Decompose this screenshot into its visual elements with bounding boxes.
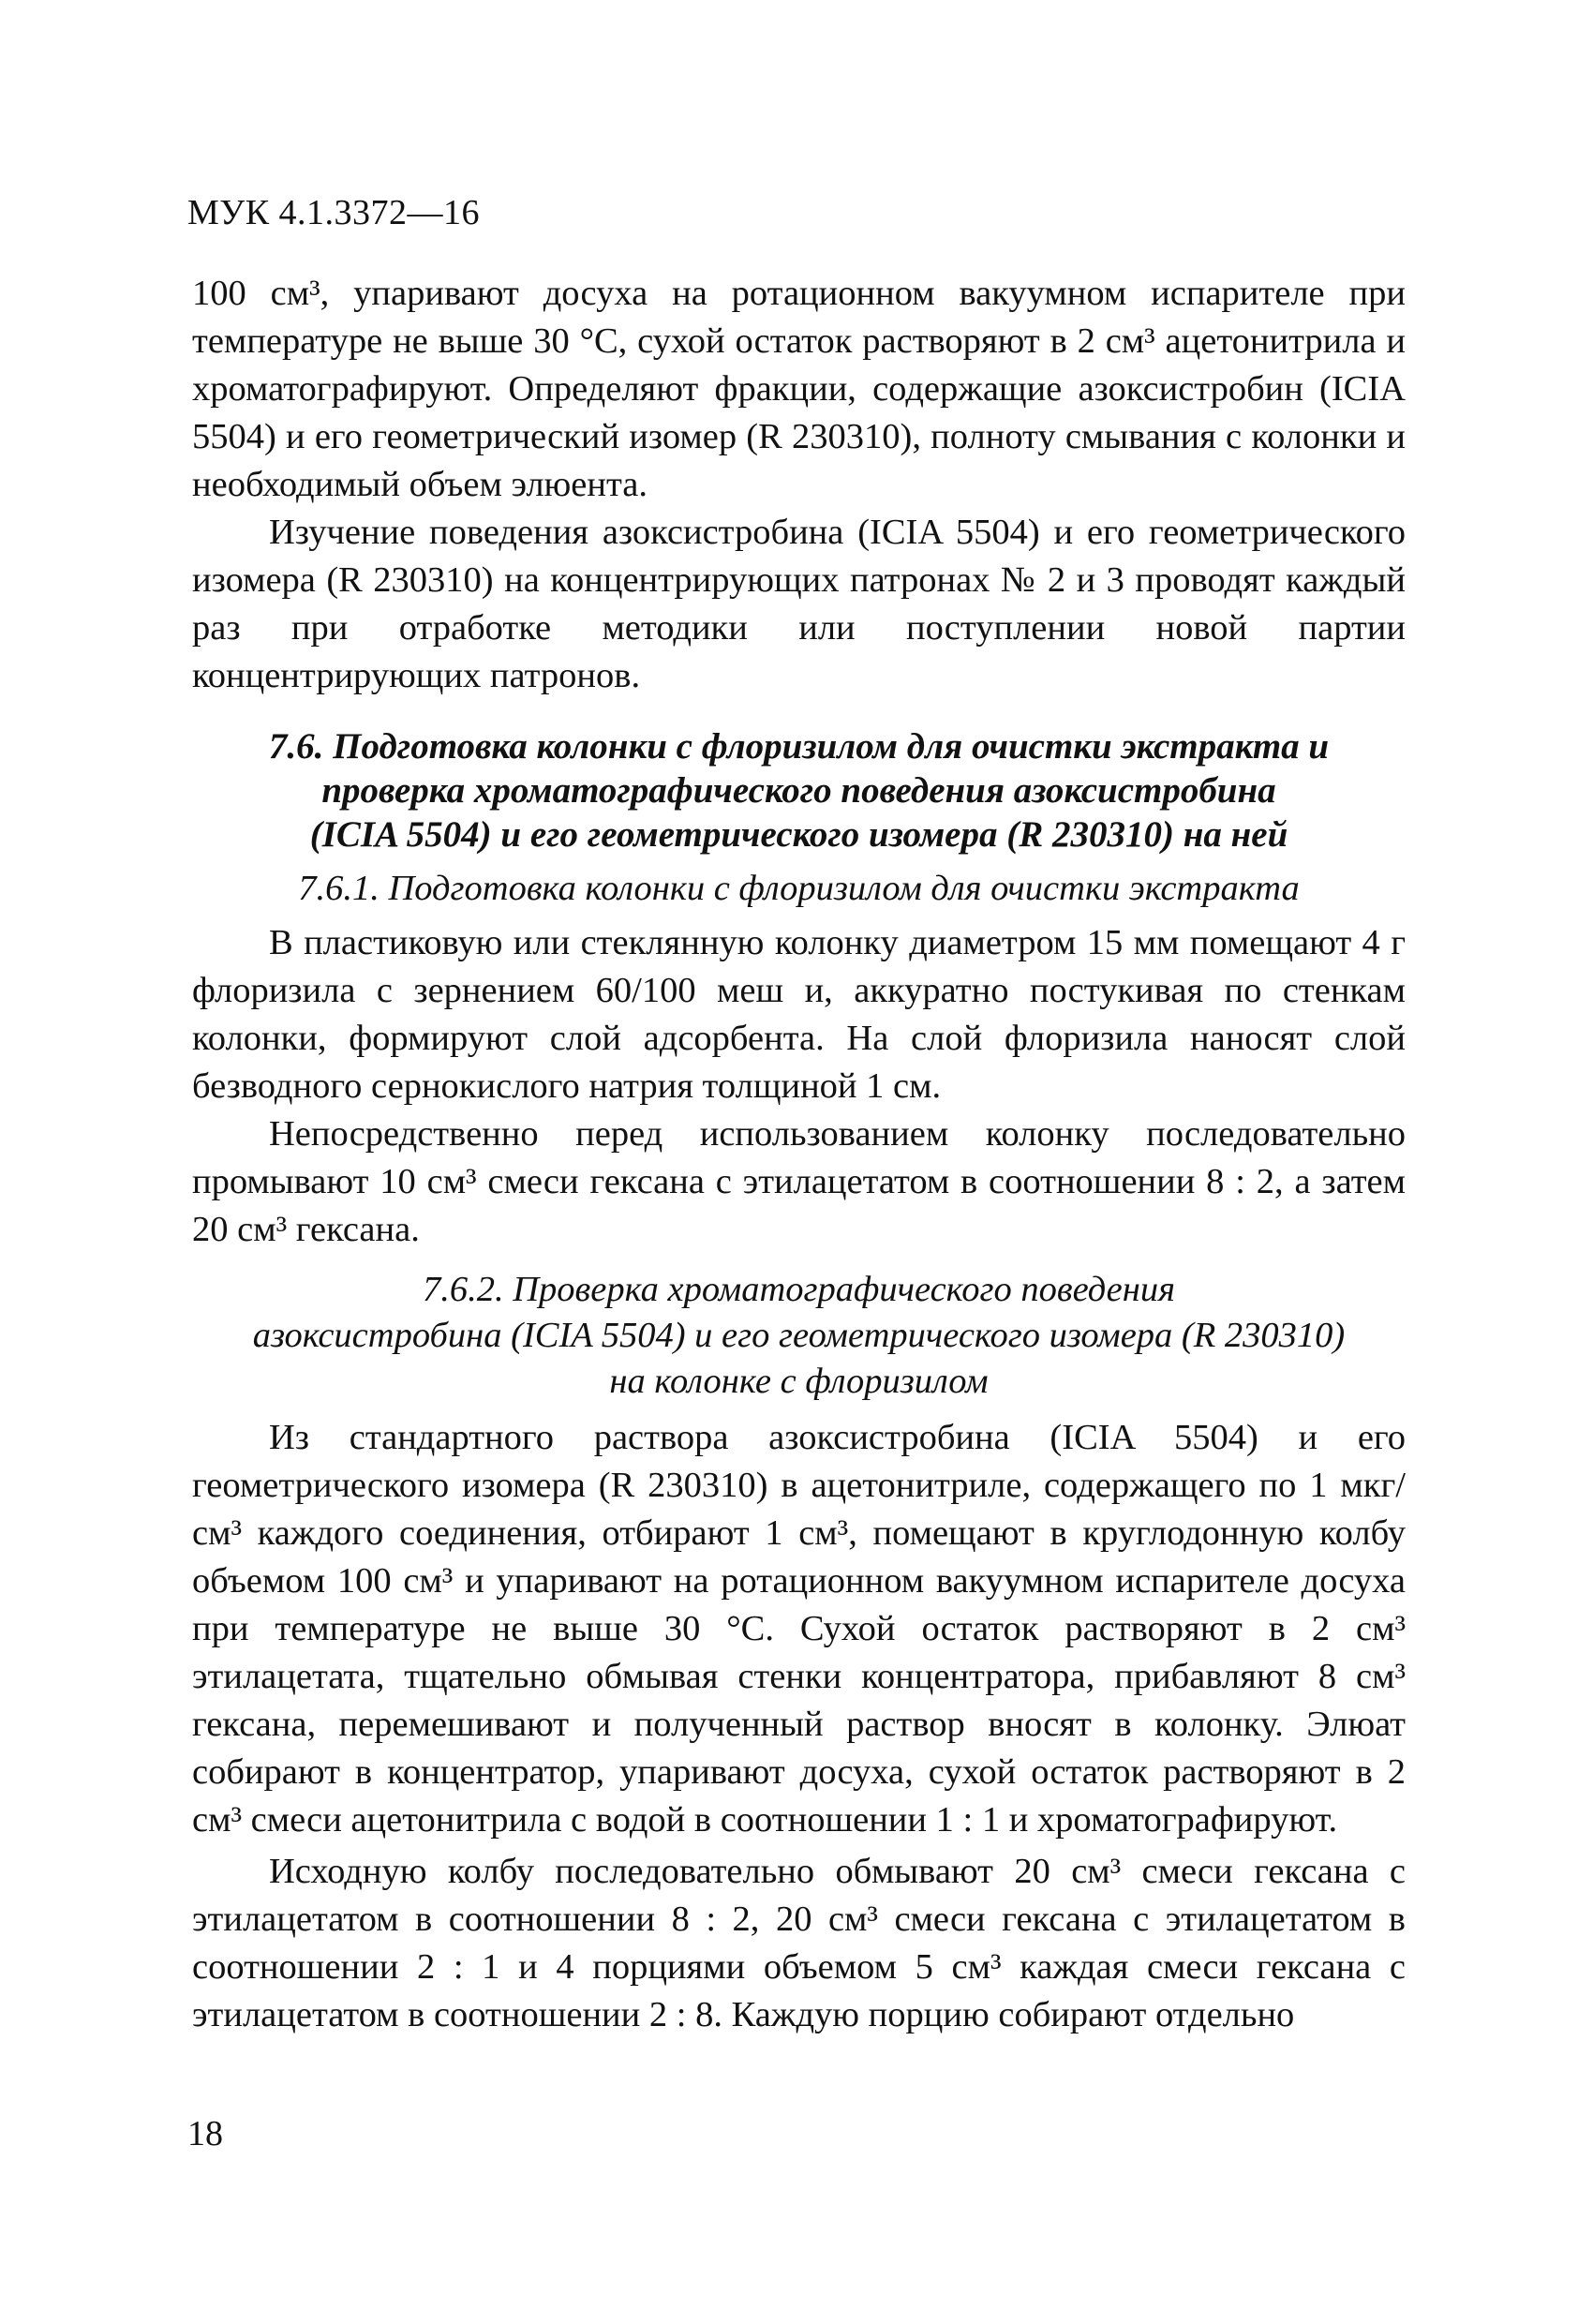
subsection-heading-line: азоксистробина (ICIA 5504) и его геометрического изомера (R 230310) <box>252 1316 1346 1355</box>
paragraph: Из стандартного раствора азоксистробина (ICIA 5504) и его геометрического изомера (R 230310) в ацетонитриле, содержащего по 1 мкг/см³ каждого соединения, отбирают 1 см³, помещают в круглодонную колбу объемом 100 см³ и упаривают на ротационном вакуумном испарителе досуха при температуре не выше 30 °С. Сухой остаток растворяют в 2 см³ этилацетата, тщательно обмывая стенки концентратора, прибавляют 8 см³ гексана, перемешивают и полученный раствор вносят в колонку. Элюат собирают в концентратор, упаривают досуха, сухой остаток растворяют в 2 см³ смеси ацетонитрила с водой в соотношении 1 : 1 и хроматографируют. <box>192 1418 1406 1840</box>
paragraph: Непосредственно перед использованием колонку последовательно промывают 10 см³ смеси гексана с этилацетатом в соотношении 8 : 2, а затем 20 см³ гексана. <box>192 1114 1406 1249</box>
paragraph: Исходную колбу последовательно обмывают 20 см³ смеси гексана с этилацетатом в соотношении 8 : 2, 20 см³ смеси гексана с этилацетатом в соотношении 2 : 1 и 4 порциями объемом 5 см³ каждая смеси гексана с этилацетатом в соотношении 2 : 8. Каждую порцию собирают отдельно <box>192 1852 1406 2034</box>
subsection-heading-7-6-1 <box>192 866 1406 912</box>
section-heading-7-6 <box>192 724 1406 857</box>
subsection-heading-line: 7.6.2. Проверка хроматографического поведения <box>423 1270 1175 1309</box>
subsection-heading-7-6-2 <box>192 1267 1406 1405</box>
section-heading-line: (ICIA 5504) и его геометрического изомера (R 230310) на ней <box>309 814 1288 855</box>
paragraph-continuation: 100 см³, упаривают досуха на ротационном вакуумном испарителе при температуре не выше 30 °С, сухой остаток растворяют в 2 см³ ацетонитрила и хроматографируют. Определяют фракции, содержащие азоксистробин (ICIA 5504) и его геометрический изомер (R 230310), полноту смывания с колонки и необходимый объем элюента. <box>192 274 1406 504</box>
subsection-heading-line: 7.6.1. Подготовка колонки с флоризилом для очистки экстракта <box>298 869 1300 908</box>
section-heading-line: 7.6. Подготовка колонки с флоризилом для очистки экстракта и <box>268 726 1330 767</box>
page-number: 18 <box>187 2114 223 2153</box>
document-code: МУК 4.1.3372—16 <box>187 193 481 232</box>
section-heading-line: проверка хроматографического поведения азоксистробина <box>321 770 1276 811</box>
subsection-heading-line: на колонке с флоризилом <box>609 1362 989 1401</box>
paragraph: Изучение поведения азоксистробина (ICIA 5504) и его геометрического изомера (R 230310) на концентрирующих патронах № 2 и 3 проводят каждый раз при отработке методики или поступлении новой партии концентрирующих патронов. <box>192 513 1406 695</box>
paragraph: В пластиковую или стеклянную колонку диаметром 15 мм помещают 4 г флоризила с зернением 60/100 меш и, аккуратно постукивая по стенкам колонки, формируют слой адсорбента. На слой флоризила наносят слой безводного сернокислого натрия толщиной 1 см. <box>192 923 1406 1106</box>
document-body <box>192 270 1406 2039</box>
